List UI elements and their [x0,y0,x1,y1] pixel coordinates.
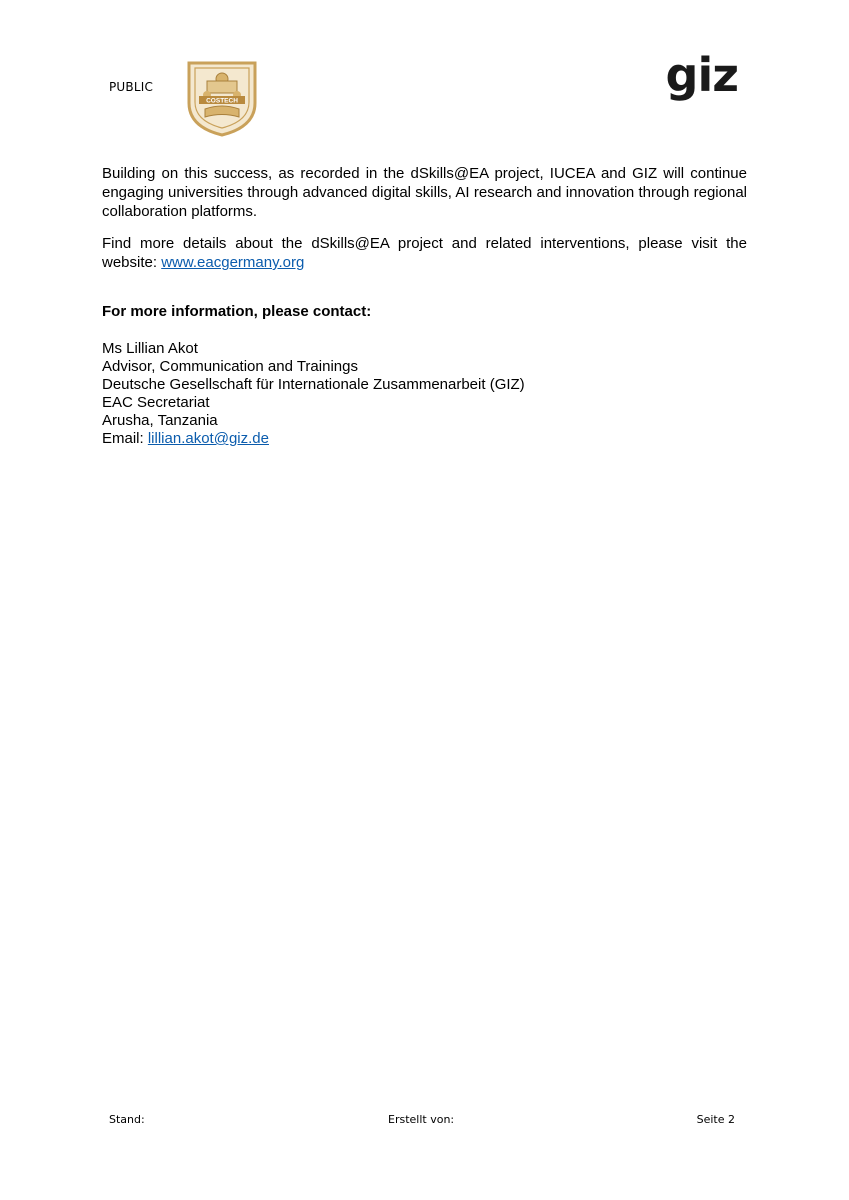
contact-role: Advisor, Communication and Trainings [102,358,358,375]
email-link[interactable]: lillian.akot@giz.de [147,430,269,447]
contact-location: Arusha, Tanzania [102,412,218,429]
contact-heading: For more information, please contact: [102,303,372,320]
paragraph-success: Building on this success, as recorded in the dSkills@EA project, IUCEA and GIZ will continue engaging universities through advanced digital skills, AI research and innovation through regional collaboration platforms. [102,165,747,220]
website-link[interactable]: www.eacgermany.org [161,254,305,271]
paragraph-details-text: Find more details about the dSkills@EA project and related interventions, please visit the website: [102,235,747,271]
footer-erstellt: Erstellt von: [388,1113,455,1126]
contact-block [102,340,525,448]
costech-logo [185,57,259,137]
footer-stand: Stand: [109,1113,145,1126]
costech-logo-text: COSTECH [206,97,238,105]
contact-organization: Deutsche Gesellschaft für Internationale Zusammenarbeit (GIZ) [102,376,525,393]
contact-unit: EAC Secretariat [102,394,210,411]
giz-logo: giz [665,48,738,102]
paragraph-details [102,234,747,272]
contact-name: Ms Lillian Akot [102,340,198,357]
footer-page-number: Seite 2 [696,1113,735,1126]
email-label: Email: [102,430,148,447]
classification-label: PUBLIC [109,80,154,94]
contact-email-line [102,430,525,448]
